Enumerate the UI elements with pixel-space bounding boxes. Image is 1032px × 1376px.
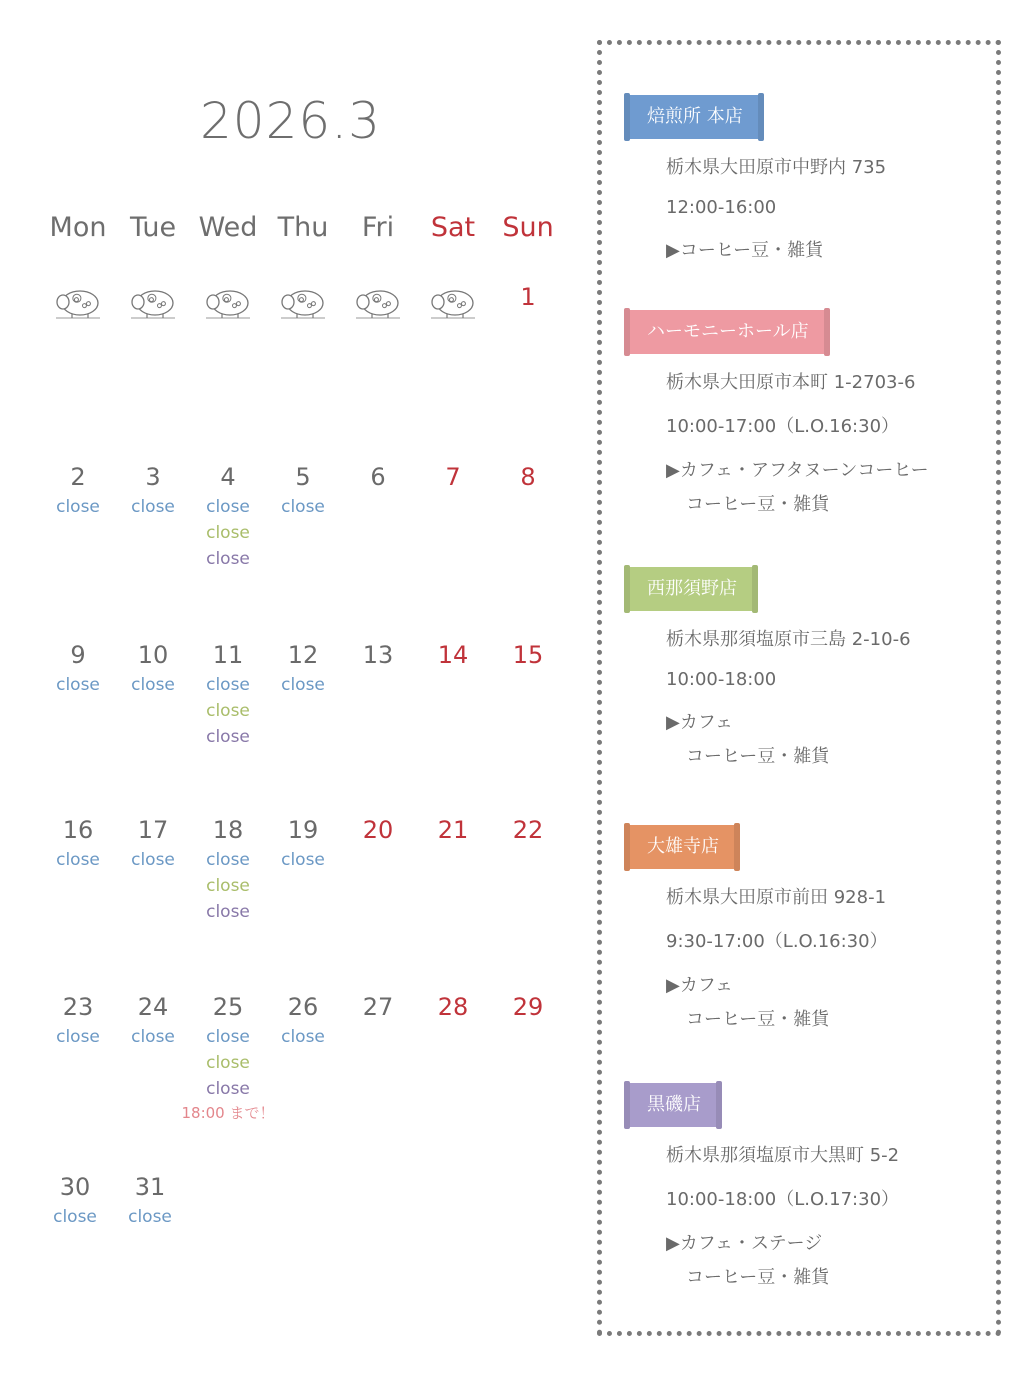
store-address: 栃木県大田原市前田 928-1 [666,887,887,908]
store-card [620,825,1000,1031]
store-hours: 9:30-17:00（L.O.16:30） [666,931,888,952]
weekday-mon: Mon [49,212,107,243]
day-cell [38,638,118,698]
day-number: 15 [512,641,544,669]
store-name-tag [627,95,761,139]
store-address: 栃木県大田原市中野内 735 [666,157,887,178]
closed-label: close [206,1079,250,1099]
closed-label: close [206,701,250,721]
day-number: 27 [362,993,394,1021]
day-number: 2 [70,463,86,491]
day-cell [188,813,268,925]
day-number: 31 [134,1173,166,1201]
store-category-sub: コーヒー豆・雑貨 [686,1009,830,1030]
closed-label: close [56,675,100,695]
empty-day-cell [188,282,268,320]
day-cell [413,813,493,847]
empty-day-cell [413,282,493,320]
day-number: 4 [220,463,236,491]
empty-day-cell [263,282,343,320]
day-number: 8 [520,463,536,491]
weekday-tue: Tue [129,212,177,243]
day-number: 20 [362,816,394,844]
closed-label: close [206,497,250,517]
day-number: 22 [512,816,544,844]
day-cell [338,460,418,494]
day-number: 17 [137,816,169,844]
closed-label: close [206,902,250,922]
day-number: 24 [137,993,169,1021]
day-number: 25 [212,993,244,1021]
store-category: ▶カフェ [666,712,733,733]
day-cell [263,813,343,873]
store-card [620,567,1000,768]
day-cell [113,990,193,1050]
day-cell [113,813,193,873]
day-number: 1 [520,283,536,311]
store-hours: 10:00-18:00 [666,669,777,690]
calendar-grid [38,280,568,1280]
closed-label: close [281,675,325,695]
store-card [620,95,1000,262]
day-number: 14 [437,641,469,669]
day-number: 6 [370,463,386,491]
closed-label: close [53,1207,97,1227]
day-cell [38,990,118,1050]
closed-label: close [206,675,250,695]
closed-label: close [206,523,250,543]
closed-label: close [206,727,250,747]
tag-edge-left [624,565,630,613]
store-hours: 10:00-18:00（L.O.17:30） [666,1189,900,1210]
sheep-icon [54,286,102,320]
day-cell [413,460,493,494]
closed-label: close [131,675,175,695]
closed-label: close [128,1207,172,1227]
weekday-sat: Sat [430,212,476,243]
store-category: ▶コーヒー豆・雑貨 [666,240,824,261]
day-cell [263,638,343,698]
day-cell [488,638,568,672]
day-cell [413,990,493,1024]
closed-label: close [56,1027,100,1047]
day-number: 5 [295,463,311,491]
closed-label: close [206,549,250,569]
store-name-tag [627,1083,719,1127]
day-cell [38,460,118,520]
store-card [620,310,1000,516]
empty-day-cell [113,282,193,320]
tag-edge-right [752,565,758,613]
store-category: ▶カフェ・アフタヌーンコーヒー [666,460,929,481]
store-name-tag [627,567,755,611]
day-cell [113,638,193,698]
store-name-tag [627,825,737,869]
closed-label: close [131,497,175,517]
day-number: 21 [437,816,469,844]
day-cell [38,813,118,873]
day-cell [413,638,493,672]
weekday-header [38,212,568,252]
day-cell [188,638,268,750]
day-cell [263,460,343,520]
tag-edge-right [716,1081,722,1129]
day-cell [263,990,343,1050]
day-cell [338,990,418,1024]
store-address: 栃木県那須塩原市大黒町 5-2 [666,1145,900,1166]
day-number: 18 [212,816,244,844]
day-cell [488,280,568,314]
day-cell [488,990,568,1024]
day-number: 23 [62,993,94,1021]
day-number: 3 [145,463,161,491]
sheep-icon [429,286,477,320]
sheep-icon [354,286,402,320]
day-number: 13 [362,641,394,669]
closed-label: close [281,1027,325,1047]
day-cell [113,460,193,520]
sheep-icon [279,286,327,320]
day-number: 29 [512,993,544,1021]
tag-edge-left [624,1081,630,1129]
weekday-thu: Thu [277,212,329,243]
store-name: 焙煎所 本店 [647,106,743,127]
closed-label: close [206,876,250,896]
tag-edge-left [624,308,630,356]
day-number: 30 [59,1173,91,1201]
day-number: 19 [287,816,319,844]
month-title: 2026.3 [200,92,381,150]
closed-label: close [206,850,250,870]
store-name: 大雄寺店 [647,836,719,857]
tag-edge-right [734,823,740,871]
closed-label: close [56,497,100,517]
day-cell [488,813,568,847]
store-hours: 10:00-17:00（L.O.16:30） [666,416,900,437]
store-name: 黒磯店 [647,1094,701,1115]
closed-label: close [131,850,175,870]
closed-label: close [131,1027,175,1047]
store-category: ▶カフェ [666,975,733,996]
store-name: 西那須野店 [647,578,737,599]
empty-day-cell [38,282,118,320]
store-category: ▶カフェ・ステージ [666,1233,823,1254]
weekday-wed: Wed [198,212,258,243]
store-category-sub: コーヒー豆・雑貨 [686,494,830,515]
store-hours: 12:00-16:00 [666,197,777,218]
day-cell [181,990,275,1124]
store-card [620,1083,1000,1289]
tag-edge-left [624,93,630,141]
day-cell [188,460,268,572]
empty-day-cell [338,282,418,320]
day-cell [338,813,418,847]
sheep-icon [204,286,252,320]
store-category-sub: コーヒー豆・雑貨 [686,1267,830,1288]
day-cell [338,638,418,672]
closing-time-note: 18:00 まで！ [181,1104,275,1122]
day-cell [35,1170,115,1230]
closed-label: close [206,1027,250,1047]
store-name-tag [627,310,827,354]
weekday-sun: Sun [502,212,554,243]
day-number: 28 [437,993,469,1021]
closed-label: close [56,850,100,870]
store-address: 栃木県大田原市本町 1-2703-6 [666,372,916,393]
day-number: 12 [287,641,319,669]
closed-label: close [281,497,325,517]
tag-edge-right [758,93,764,141]
closed-label: close [281,850,325,870]
day-number: 16 [62,816,94,844]
day-number: 11 [212,641,244,669]
day-number: 7 [445,463,461,491]
store-name: ハーモニーホール店 [647,321,809,342]
store-category-sub: コーヒー豆・雑貨 [686,746,830,767]
sheep-icon [129,286,177,320]
day-number: 10 [137,641,169,669]
tag-edge-left [624,823,630,871]
day-cell [488,460,568,494]
day-number: 26 [287,993,319,1021]
day-cell [110,1170,190,1230]
tag-edge-right [824,308,830,356]
day-number: 9 [70,641,86,669]
closed-label: close [206,1053,250,1073]
weekday-fri: Fri [361,212,395,243]
store-address: 栃木県那須塩原市三島 2-10-6 [666,629,911,650]
